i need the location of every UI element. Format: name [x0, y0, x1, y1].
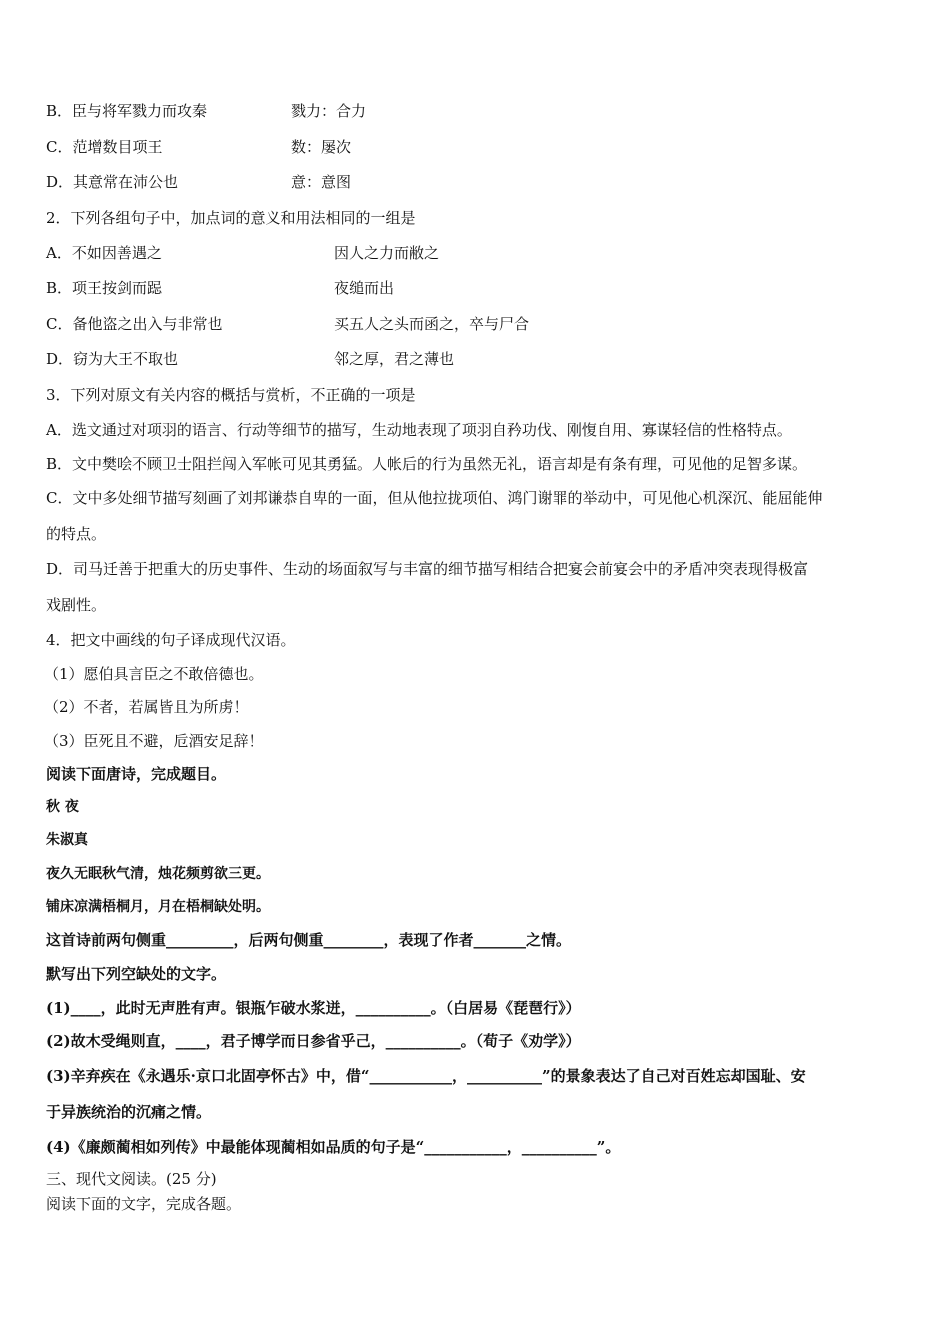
q4-item-1: （1）愿伯具言臣之不敢倍德也。	[44, 665, 264, 683]
q3-option-d-cont: 戏剧性。	[46, 596, 107, 614]
q4-item-3: （3）臣死且不避，卮酒安足辞！	[44, 732, 264, 750]
q2-option-c-right: 买五人之头而函之，卒与尸合	[334, 315, 530, 333]
q3-option-b: B．文中樊哙不顾卫士阻拦闯入军帐可见其勇猛。人帐后的行为虽然无礼，语言却是有条有理，可见他的足智多谋。	[46, 455, 808, 473]
fill-item-3: (3)辛弃疾在《永遇乐·京口北固亭怀古》中，借“___________，__________”的景象表达了自己对百姓忘却国耻、安	[46, 1067, 806, 1085]
q2-option-d-right: 邻之厚，君之薄也	[334, 350, 455, 368]
q2-option-a: A．不如因善遇之	[46, 244, 162, 262]
q2-option-c: C．备他盗之出入与非常也	[46, 315, 223, 333]
fill-intro: 默写出下列空缺处的文字。	[46, 965, 227, 983]
section-3-title: 三、现代文阅读。(25 分)	[46, 1170, 217, 1188]
fill-item-3-cont: 于异族统治的沉痛之情。	[46, 1103, 212, 1121]
poem-title: 秋 夜	[46, 799, 79, 815]
q2-option-a-right: 因人之力而敝之	[334, 244, 440, 262]
q1-option-c: C．范增数目项王	[46, 138, 163, 156]
q2-option-d: D．窃为大王不取也	[46, 350, 179, 368]
fill-item-2: (2)故木受绳则直，____，君子博学而日参省乎己，__________。（荀子《劝学》）	[46, 1032, 581, 1050]
q3-stem: 3．下列对原文有关内容的概括与赏析，不正确的一项是	[46, 386, 416, 404]
poem-intro: 阅读下面唐诗，完成题目。	[46, 765, 227, 783]
q3-option-a: A．选文通过对项羽的语言、行动等细节的描写，生动地表现了项羽自矜功伐、刚愎自用、寡谋轻信的性格特点。	[46, 421, 792, 439]
q1-option-d-gloss: 意：意图	[291, 173, 352, 191]
fill-item-4: (4)《廉颇蔺相如列传》中最能体现蔺相如品质的句子是“___________，__________”。	[46, 1138, 621, 1156]
section-3-intro: 阅读下面的文字，完成各题。	[46, 1195, 242, 1213]
q3-option-d: D．司马迁善于把重大的历史事件、生动的场面叙写与丰富的细节描写相结合把宴会前宴会中的矛盾冲突表现得极富	[46, 560, 809, 578]
poem-author: 朱淑真	[46, 832, 88, 848]
poem-question: 这首诗前两句侧重_________，后两句侧重________，表现了作者_______之情。	[46, 931, 572, 949]
poem-line-2: 铺床凉满梧桐月，月在梧桐缺处明。	[46, 899, 270, 915]
q2-stem: 2．下列各组句子中，加点词的意义和用法相同的一组是	[46, 209, 416, 227]
q3-option-c: C．文中多处细节描写刻画了刘邦谦恭自卑的一面，但从他拉拢项伯、鸿门谢罪的举动中，可见他心机深沉、能屈能伸	[46, 489, 823, 507]
q1-option-b-gloss: 戮力：合力	[291, 102, 367, 120]
q1-option-d: D．其意常在沛公也	[46, 173, 179, 191]
q4-stem: 4．把文中画线的句子译成现代汉语。	[46, 631, 296, 649]
q2-option-b-right: 夜缒而出	[334, 279, 395, 297]
q3-option-c-cont: 的特点。	[46, 525, 107, 543]
q4-item-2: （2）不者，若属皆且为所虏！	[44, 698, 249, 716]
q1-option-b: B．臣与将军戮力而攻秦	[46, 102, 208, 120]
q2-option-b: B．项王按剑而跽	[46, 279, 163, 297]
poem-line-1: 夜久无眠秋气清，烛花频剪欲三更。	[46, 866, 270, 882]
fill-item-1: (1)____，此时无声胜有声。银瓶乍破水浆迸，__________。（白居易《琵琶行》）	[46, 999, 581, 1017]
q1-option-c-gloss: 数：屡次	[291, 138, 352, 156]
